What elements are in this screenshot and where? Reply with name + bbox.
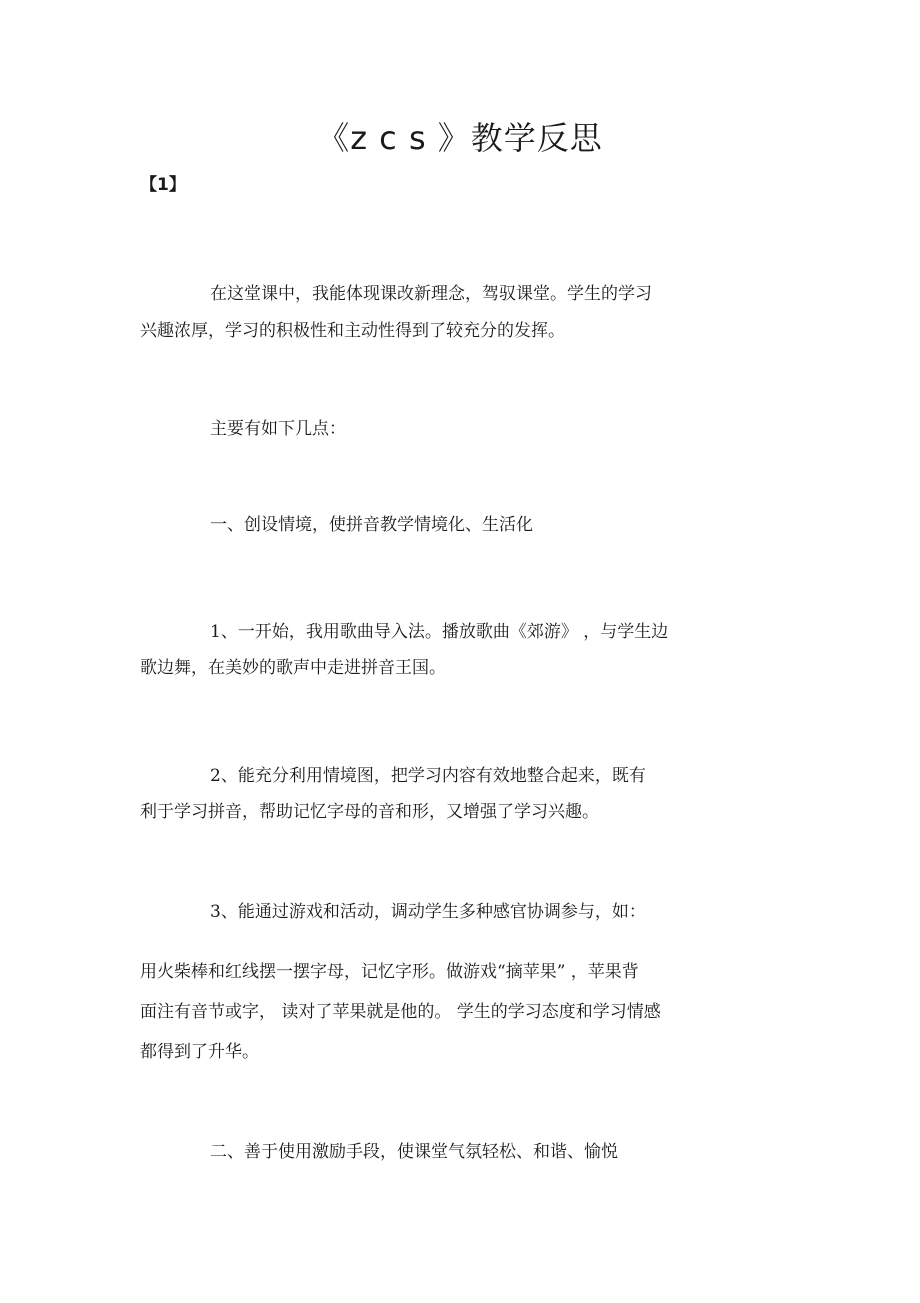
paragraph-line: 利于学习拼音，帮助记忆字母的音和形，又增强了学习兴趣。 (140, 802, 599, 822)
paragraph-line: 面注有音节或字， 读对了苹果就是他的。 学生的学习态度和学习情感 (140, 1002, 661, 1022)
paragraph-line: 1、一开始，我用歌曲导入法。播放歌曲《郊游》 ，与学生边 (210, 622, 669, 642)
paragraph-line: 3、能通过游戏和活动，调动学生多种感官协调参与，如： (210, 902, 646, 922)
paragraph-line: 都得到了升华。 (140, 1042, 259, 1062)
paragraph-line: 在这堂课中，我能体现课改新理念，驾驭课堂。学生的学习 (210, 284, 652, 304)
page-title: 《z c s 》教学反思 (317, 119, 603, 157)
paragraph-line: 兴趣浓厚，学习的积极性和主动性得到了较充分的发挥。 (140, 321, 565, 341)
paragraph-line: 歌边舞，在美妙的歌声中走进拼音王国。 (140, 658, 446, 678)
section-heading: 一、创设情境，使拼音教学情境化、生活化 (210, 515, 533, 535)
paragraph-line: 主要有如下几点： (210, 419, 346, 439)
paragraph-line: 2、能充分利用情境图，把学习内容有效地整合起来，既有 (210, 766, 646, 786)
section-heading: 二、善于使用激励手段，使课堂气氛轻松、和谐、愉悦 (210, 1142, 618, 1162)
section-marker: 【1】 (140, 175, 186, 195)
paragraph-line: 用火柴棒和红线摆一摆字母，记忆字形。做游戏“摘苹果” ，苹果背 (140, 962, 639, 982)
